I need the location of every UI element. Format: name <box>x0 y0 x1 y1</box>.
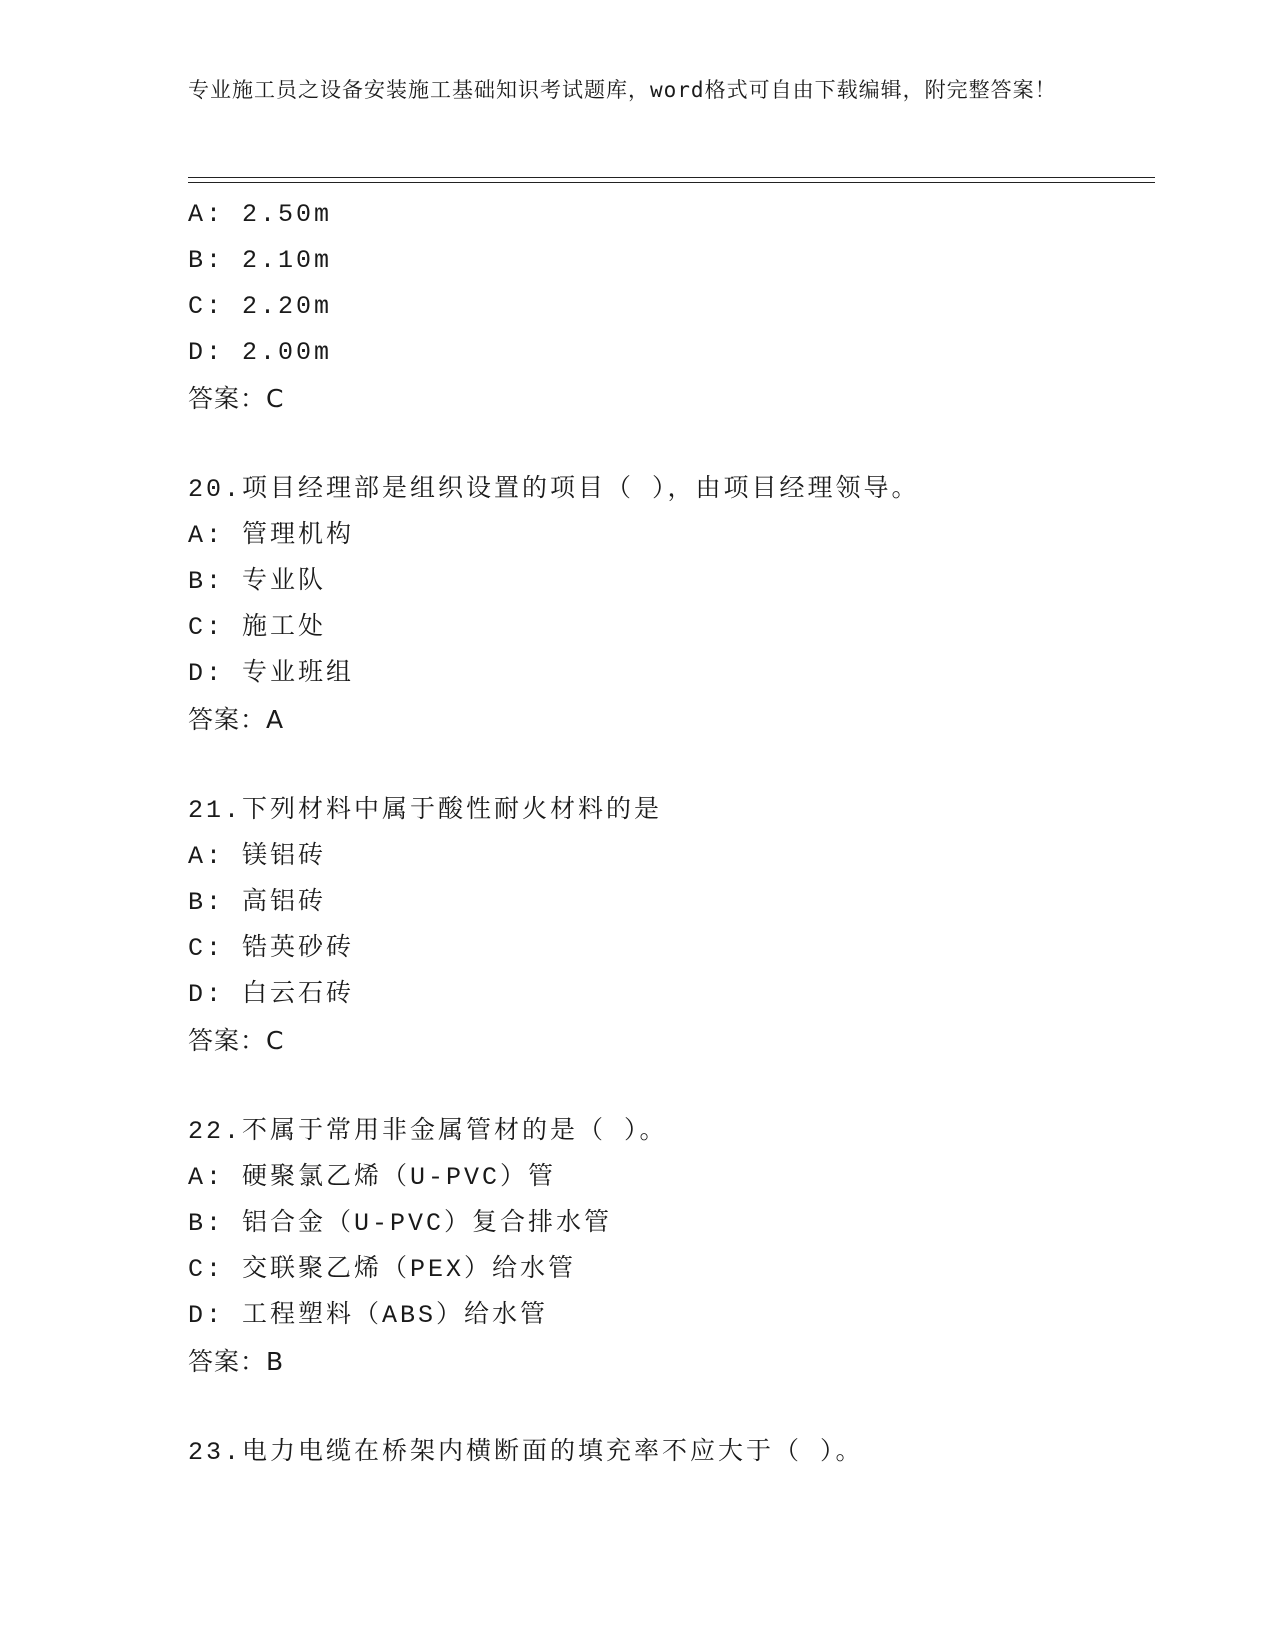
option-d: D: 白云石砖 <box>188 980 355 1009</box>
option-a: A: 管理机构 <box>188 521 355 550</box>
option-b: B: 2.10m <box>188 246 333 275</box>
answer-line: 答案：B <box>188 1347 285 1376</box>
option-c: C: 交联聚乙烯（PEX）给水管 <box>188 1255 577 1284</box>
question-text: 21.下列材料中属于酸性耐火材料的是 <box>188 796 663 825</box>
document-header <box>188 74 1068 107</box>
document-title: 专业施工员之设备安装施工基础知识考试题库，word格式可自由下载编辑，附完整答案！ <box>188 78 1057 102</box>
question-block <box>188 788 1148 1064</box>
option-d: D: 专业班组 <box>188 659 355 688</box>
answer-line: 答案：C <box>188 384 285 413</box>
answer-line: 答案：C <box>188 1026 285 1055</box>
option-d: D: 工程塑料（ABS）给水管 <box>188 1301 549 1330</box>
option-c: C: 锆英砂砖 <box>188 934 355 963</box>
question-block <box>188 192 1148 422</box>
option-d: D: 2.00m <box>188 338 333 367</box>
option-b: B: 铝合金（U-PVC）复合排水管 <box>188 1209 613 1238</box>
option-c: C: 施工处 <box>188 613 327 642</box>
option-c: C: 2.20m <box>188 292 333 321</box>
option-a: A: 2.50m <box>188 200 333 229</box>
answer-line: 答案：A <box>188 705 285 734</box>
question-text: 20.项目经理部是组织设置的项目（ ），由项目经理领导。 <box>188 475 920 504</box>
option-b: B: 高铝砖 <box>188 888 327 917</box>
question-block <box>188 1430 1148 1476</box>
header-divider-bottom <box>188 182 1155 183</box>
option-a: A: 镁铝砖 <box>188 842 327 871</box>
header-divider-top <box>188 177 1155 178</box>
question-text: 22.不属于常用非金属管材的是（ ）。 <box>188 1117 668 1146</box>
question-text: 23.电力电缆在桥架内横断面的填充率不应大于（ ）。 <box>188 1438 864 1467</box>
question-block <box>188 1109 1148 1385</box>
question-block <box>188 467 1148 743</box>
question-list <box>188 192 1148 1476</box>
option-a: A: 硬聚氯乙烯（U-PVC）管 <box>188 1163 557 1192</box>
option-b: B: 专业队 <box>188 567 327 596</box>
